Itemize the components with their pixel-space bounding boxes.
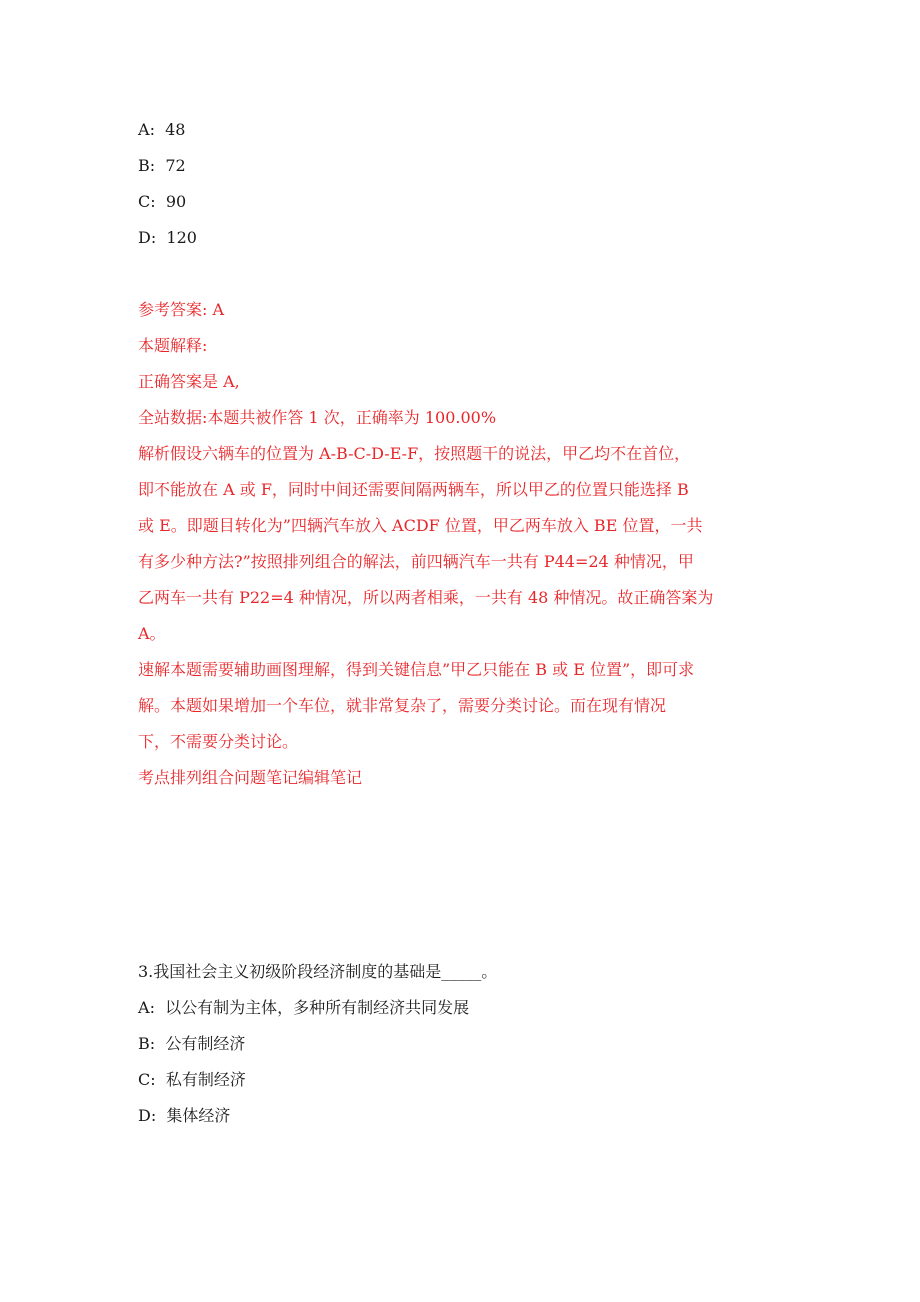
option-text: 120 [166,228,197,247]
analysis-line: 即不能放在 A 或 F，同时中间还需要间隔两辆车，所以甲乙的位置只能选择 B [138,480,689,499]
analysis-line: A。 [138,624,166,643]
option-text: 集体经济 [166,1106,231,1125]
analysis-line: 速解本题需要辅助画图理解，得到关键信息”甲乙只能在 B 或 E 位置”，即可求 [138,660,695,679]
option-c: C: 90 [138,192,187,211]
analysis-line: 或 E。即题目转化为”四辆汽车放入 ACDF 位置，甲乙两车放入 BE 位置，一共 [138,516,703,535]
q3-option-a: A: 以公有制为主体，多种所有制经济共同发展 [138,998,470,1017]
option-letter: B [138,156,150,175]
option-letter: D [138,1106,151,1125]
option-letter: C [138,192,151,211]
option-letter: A [138,998,150,1017]
option-letter: B [138,1034,150,1053]
analysis-line: 下，不需要分类讨论。 [138,732,299,751]
question-3-stem: 3.我国社会主义初级阶段经济制度的基础是_____。 [138,962,498,981]
explanation-title: 本题解释: [138,336,208,355]
option-a: A: 48 [138,120,186,139]
answer-stats: 全站数据:本题共被作答 1 次，正确率为 100.00% [138,408,497,427]
analysis-line: 有多少种方法?”按照排列组合的解法，前四辆汽车一共有 P44=24 种情况，甲 [138,552,694,571]
option-text: 私有制经济 [165,1070,246,1089]
analysis-line: 乙两车一共有 P22=4 种情况，所以两者相乘，一共有 48 种情况。故正确答案为 [138,588,714,607]
reference-answer: 参考答案: A [138,300,225,319]
option-text: 公有制经济 [165,1034,246,1053]
option-text: 以公有制为主体，多种所有制经济共同发展 [165,998,470,1017]
option-text: 90 [165,192,187,211]
correct-answer: 正确答案是 A, [138,372,240,391]
q3-option-b: B: 公有制经济 [138,1034,246,1053]
option-text: 48 [165,120,186,139]
option-d: D: 120 [138,228,197,247]
option-b: B: 72 [138,156,186,175]
analysis-line: 考点排列组合问题笔记编辑笔记 [138,768,363,787]
q3-option-d: D: 集体经济 [138,1106,231,1125]
analysis-line: 解析假设六辆车的位置为 A-B-C-D-E-F，按照题干的说法，甲乙均不在首位， [138,444,691,463]
option-letter: C [138,1070,151,1089]
option-letter: A [138,120,150,139]
option-text: 72 [165,156,186,175]
option-letter: D [138,228,151,247]
q3-option-c: C: 私有制经济 [138,1070,246,1089]
analysis-line: 解。本题如果增加一个车位，就非常复杂了，需要分类讨论。而在现有情况 [138,696,667,715]
analysis-paragraph [138,436,788,796]
